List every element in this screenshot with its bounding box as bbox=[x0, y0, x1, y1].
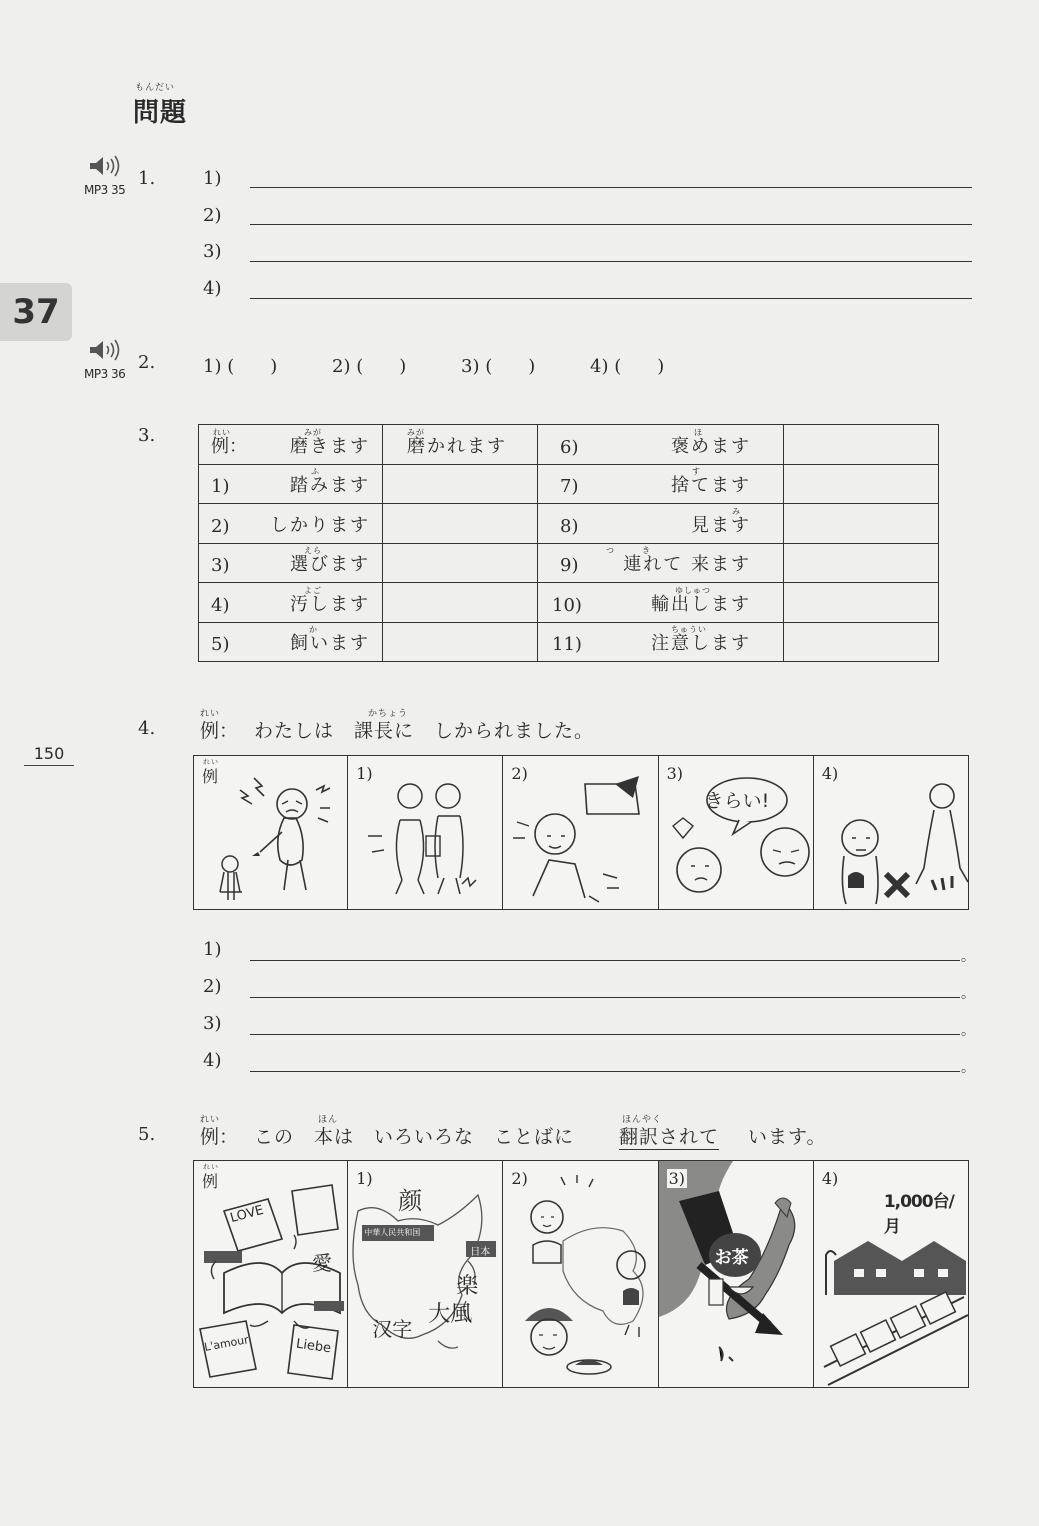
answer-line[interactable] bbox=[250, 224, 972, 225]
example-ruby: れい bbox=[200, 709, 221, 719]
answer-label: 4) bbox=[203, 1050, 222, 1071]
choice-blank[interactable]: 4) ( ) bbox=[590, 356, 665, 377]
tea-label: お茶 bbox=[714, 1248, 749, 1268]
end-mark: 。 bbox=[961, 986, 975, 1002]
answer-label: 4) bbox=[203, 278, 222, 299]
example-sentence-end: います。 bbox=[748, 1126, 827, 1148]
end-mark: 。 bbox=[961, 1060, 975, 1076]
answer-cell[interactable] bbox=[383, 504, 538, 544]
map-word: 颜 bbox=[398, 1187, 423, 1215]
example-label: 例： bbox=[200, 720, 239, 742]
table-row: ふ 1) 踏みます す 7) 捨てます bbox=[199, 464, 939, 504]
answer-line[interactable] bbox=[250, 187, 972, 188]
speech-bubble-text: きらい! bbox=[704, 790, 770, 812]
answer-cell[interactable] bbox=[784, 543, 939, 583]
title-ruby: もんだい bbox=[135, 83, 176, 93]
answer-cell[interactable] bbox=[784, 622, 939, 662]
choice-blank[interactable]: 3) ( ) bbox=[461, 356, 536, 377]
table-row: れい みが 例： 磨きます みが 磨かれます ほ 6) 褒めます bbox=[199, 425, 939, 465]
picture-panel: 1) 颜 中華人民共和国 日本 汉字 楽 大風 bbox=[348, 1161, 503, 1387]
page-number: 150 bbox=[24, 744, 74, 766]
answer-line[interactable] bbox=[250, 960, 960, 961]
conjugation-table bbox=[198, 424, 939, 662]
example-answer: 磨かれます bbox=[407, 435, 507, 457]
answer-cell[interactable] bbox=[784, 583, 939, 623]
example-ruby: ほん bbox=[318, 1115, 339, 1125]
tea-export-map-illustration bbox=[659, 1161, 814, 1387]
picture-strip bbox=[193, 755, 969, 910]
speaker-icon[interactable] bbox=[88, 338, 128, 366]
choice-blank[interactable]: 2) ( ) bbox=[332, 356, 407, 377]
example-ruby: かちょう bbox=[368, 709, 409, 719]
picture-panel: 2) bbox=[503, 1161, 658, 1387]
table-row: えら 3) 選びます つ き 9) 連れて 来ます bbox=[199, 543, 939, 583]
book-word: Liebe bbox=[295, 1336, 332, 1357]
speaker-icon[interactable] bbox=[88, 154, 128, 182]
answer-line[interactable] bbox=[250, 1034, 960, 1035]
answer-label: 1) bbox=[203, 168, 222, 189]
table-row: よご 4) 汚します ゆしゅつ 10) 輸出します bbox=[199, 583, 939, 623]
picture-strip bbox=[193, 1160, 969, 1388]
page-title: 問題 bbox=[133, 98, 188, 128]
answer-cell[interactable] bbox=[784, 504, 939, 544]
answer-label: 1) bbox=[203, 939, 222, 960]
question-number: 2. bbox=[138, 352, 156, 373]
answer-cell[interactable] bbox=[383, 543, 538, 583]
end-mark: 。 bbox=[961, 1023, 975, 1039]
answer-line[interactable] bbox=[250, 261, 972, 262]
question-number: 5. bbox=[138, 1124, 156, 1145]
answer-line[interactable] bbox=[250, 298, 972, 299]
map-word: 汉字 bbox=[372, 1317, 413, 1341]
picture-panel: れい 例 LOVE 愛 L'amour Liebe bbox=[194, 1161, 348, 1387]
picture-panel: 2) bbox=[503, 756, 658, 909]
mp3-label: MP3 35 bbox=[84, 183, 126, 197]
answer-cell[interactable] bbox=[383, 583, 538, 623]
example-ruby: ほんやく bbox=[622, 1115, 663, 1125]
picture-panel: 3) きらい! bbox=[659, 756, 814, 909]
answer-label: 2) bbox=[203, 205, 222, 226]
answer-cell[interactable] bbox=[383, 622, 538, 662]
answer-cell[interactable] bbox=[784, 464, 939, 504]
mp3-label: MP3 36 bbox=[84, 367, 126, 381]
chapter-tab: 37 bbox=[0, 283, 72, 341]
answer-line[interactable] bbox=[250, 997, 960, 998]
example-sentence: この 本は いろいろな ことばに bbox=[254, 1126, 575, 1148]
production-label: 1,000台/月 bbox=[883, 1192, 954, 1237]
picture-panel: れい 例 bbox=[194, 756, 348, 909]
map-word: 日本 bbox=[470, 1247, 491, 1258]
question-number: 4. bbox=[138, 718, 156, 739]
example-ruby: れい bbox=[200, 1115, 221, 1125]
picture-panel: 3) お茶 bbox=[659, 1161, 814, 1387]
answer-label: 3) bbox=[203, 241, 222, 262]
picture-panel: 1) bbox=[348, 756, 503, 909]
question-number: 1. bbox=[138, 168, 156, 189]
map-word: 中華人民共和国 bbox=[364, 1228, 421, 1237]
question-number: 3. bbox=[138, 425, 156, 446]
table-row: 2) しかります み 8) 見ます bbox=[199, 504, 939, 544]
answer-cell[interactable] bbox=[383, 464, 538, 504]
map-word: 楽 bbox=[456, 1274, 479, 1299]
answer-line[interactable] bbox=[250, 1071, 960, 1072]
underlined-answer: 翻訳されて bbox=[619, 1122, 719, 1150]
answer-label: 2) bbox=[203, 976, 222, 997]
map-word: 大風 bbox=[428, 1302, 473, 1327]
answer-cell[interactable] bbox=[784, 425, 939, 465]
picture-panel: 4) bbox=[814, 756, 968, 909]
table-row: か 5) 飼います ちゅうい 11) 注意します bbox=[199, 622, 939, 662]
choice-blank[interactable]: 1) ( ) bbox=[203, 356, 278, 377]
book-word: 愛 bbox=[312, 1251, 332, 1275]
book-word: L'amour bbox=[203, 1333, 250, 1354]
example-sentence: わたしは 課長に しかられました。 bbox=[254, 720, 595, 742]
picture-panel: 4) 1,000台/月 bbox=[814, 1161, 968, 1387]
food-culture-illustration bbox=[503, 1161, 658, 1387]
answer-label: 3) bbox=[203, 1013, 222, 1034]
book-word: LOVE bbox=[228, 1202, 266, 1227]
asia-map-illustration bbox=[348, 1161, 503, 1387]
end-mark: 。 bbox=[961, 949, 975, 965]
example-label: 例： bbox=[200, 1126, 239, 1148]
